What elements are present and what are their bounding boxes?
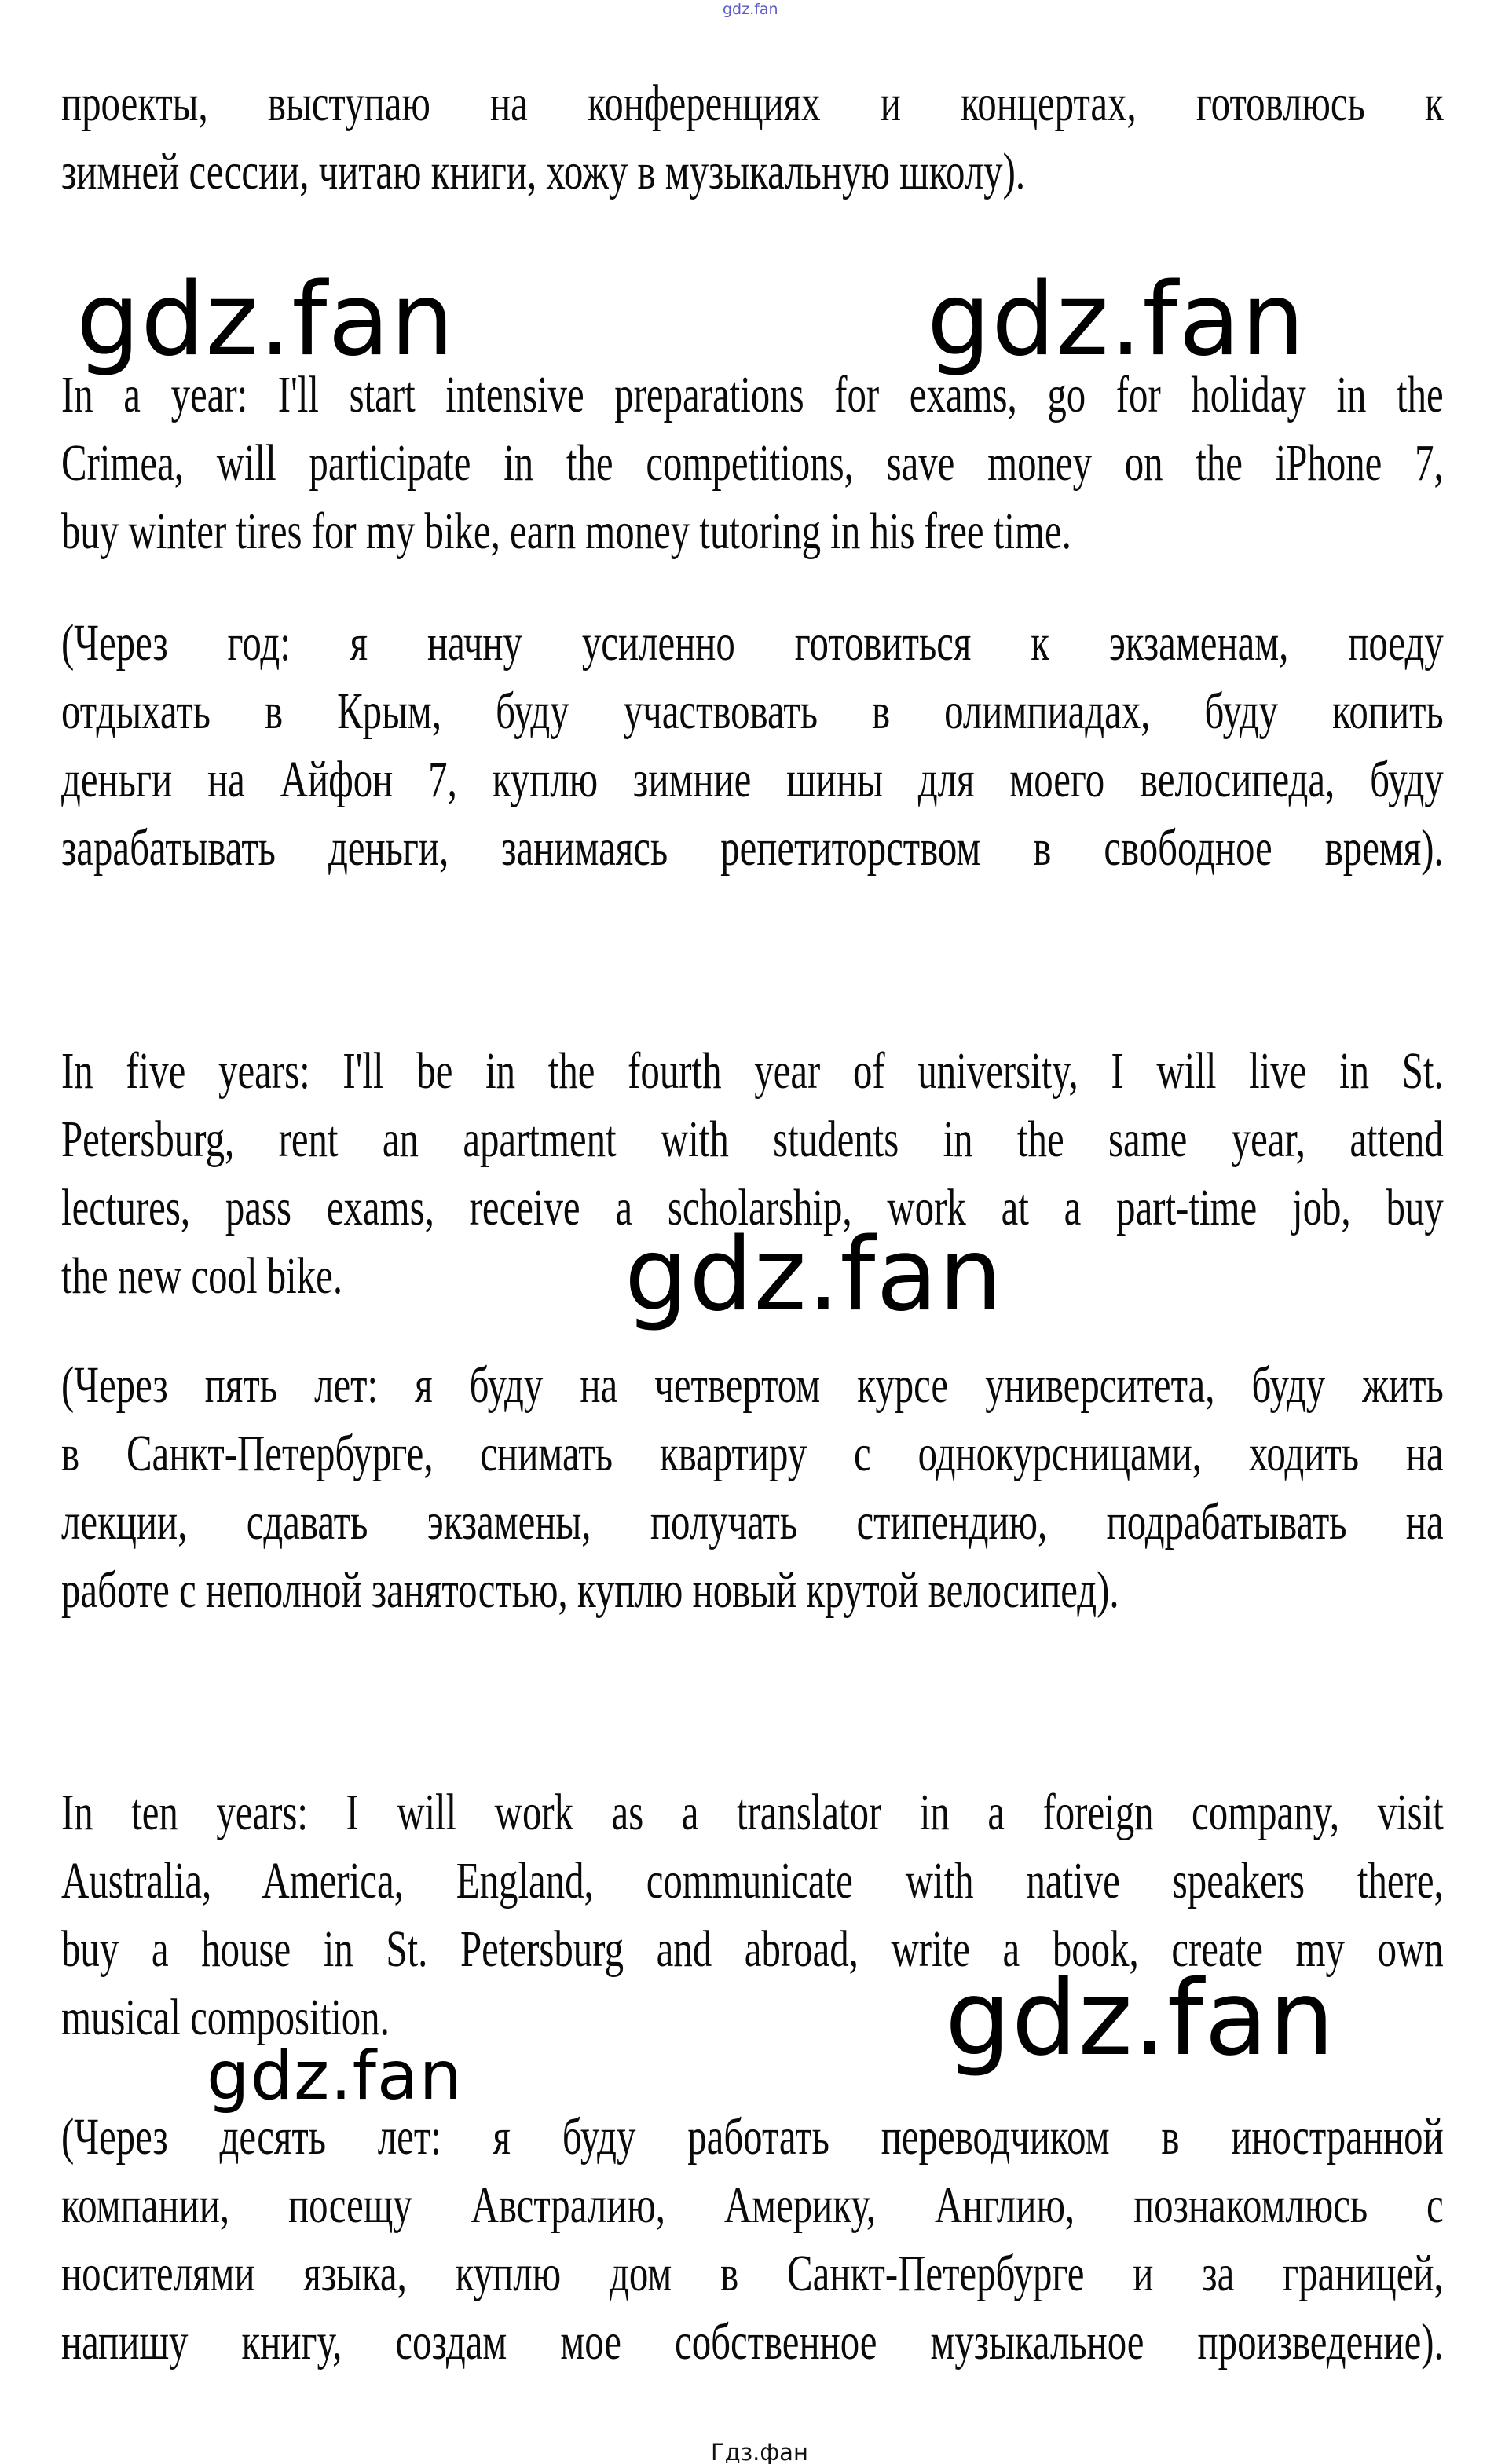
footer-site-label: Гдз.фан bbox=[711, 2439, 808, 2464]
paragraph-russian-in-a-year bbox=[61, 609, 1444, 882]
watermark-gdzfan-tiny: gdz.fan bbox=[723, 1, 778, 18]
text-line: Petersburg, rent an apartment with students in the same year, attend bbox=[61, 1111, 1444, 1168]
text-line: лекции, сдавать экзамены, получать стипендию, подрабатывать на bbox=[61, 1493, 1444, 1551]
text-line: musical composition. bbox=[61, 1989, 390, 2046]
paragraph-russian-in-ten-years bbox=[61, 2103, 1444, 2376]
text-line: In ten years: I will work as a translator in a foreign company, visit bbox=[61, 1784, 1444, 1841]
paragraph-russian-in-five-years bbox=[61, 1351, 1444, 1624]
text-line: работе с неполной занятостью, куплю новый крутой велосипед). bbox=[61, 1562, 1119, 1619]
text-line: (Через десять лет: я буду работать переводчиком в иностранной bbox=[61, 2108, 1444, 2166]
watermark-gdzfan-top-right: gdz.fan bbox=[927, 262, 1305, 379]
text-line: зимней сессии, читаю книги, хожу в музыкальную школу). bbox=[61, 143, 1026, 200]
paragraph-russian-intro-tail bbox=[61, 69, 1444, 206]
text-line: компании, посещу Австралию, Америку, Англию, познакомлюсь с bbox=[61, 2177, 1444, 2234]
text-line: проекты, выступаю на конференциях и концертах, готовлюсь к bbox=[61, 75, 1444, 132]
text-line: In a year: I'll start intensive preparations for exams, go for holiday in the bbox=[61, 366, 1444, 423]
text-line: деньги на Айфон 7, куплю зимние шины для моего велосипеда, буду bbox=[61, 751, 1444, 808]
watermark-gdzfan-middle: gdz.fan bbox=[624, 1217, 1003, 1334]
text-line: (Через пять лет: я буду на четвертом курсе университета, буду жить bbox=[61, 1356, 1444, 1414]
watermark-gdzfan-bottom-right: gdz.fan bbox=[945, 1958, 1335, 2079]
text-line: в Санкт-Петербурге, снимать квартиру с однокурсницами, ходить на bbox=[61, 1425, 1444, 1482]
watermark-gdzfan-top-left: gdz.fan bbox=[76, 262, 455, 379]
text-line: buy a house in St. Petersburg and abroad, write a book, create my own bbox=[61, 1920, 1444, 1978]
text-line: Crimea, will participate in the competitions, save money on the iPhone 7, bbox=[61, 434, 1444, 492]
text-line: (Через год: я начну усиленно готовиться к экзаменам, поеду bbox=[61, 614, 1444, 672]
text-line: напишу книгу, создам мое собственное музыкальное произведение). bbox=[61, 2313, 1444, 2371]
text-line: зарабатывать деньги, занимаясь репетиторством в свободное время). bbox=[61, 819, 1444, 877]
text-line: отдыхать в Крым, буду участвовать в олимпиадах, буду копить bbox=[61, 683, 1444, 740]
text-line: носителями языка, куплю дом в Санкт-Петербурге и за границей, bbox=[61, 2245, 1444, 2302]
text-line: In five years: I'll be in the fourth year of university, I will live in St. bbox=[61, 1042, 1444, 1100]
text-line: Australia, America, England, communicate with native speakers there, bbox=[61, 1852, 1444, 1909]
text-line: buy winter tires for my bike, earn money tutoring in his free time. bbox=[61, 503, 1071, 560]
text-line: lectures, pass exams, receive a scholarship, work at a part-time job, buy bbox=[61, 1179, 1444, 1236]
watermark-gdzfan-bottom-left: gdz.fan bbox=[207, 2037, 463, 2115]
text-line: the new cool bike. bbox=[61, 1247, 343, 1305]
paragraph-english-in-a-year bbox=[61, 361, 1444, 566]
